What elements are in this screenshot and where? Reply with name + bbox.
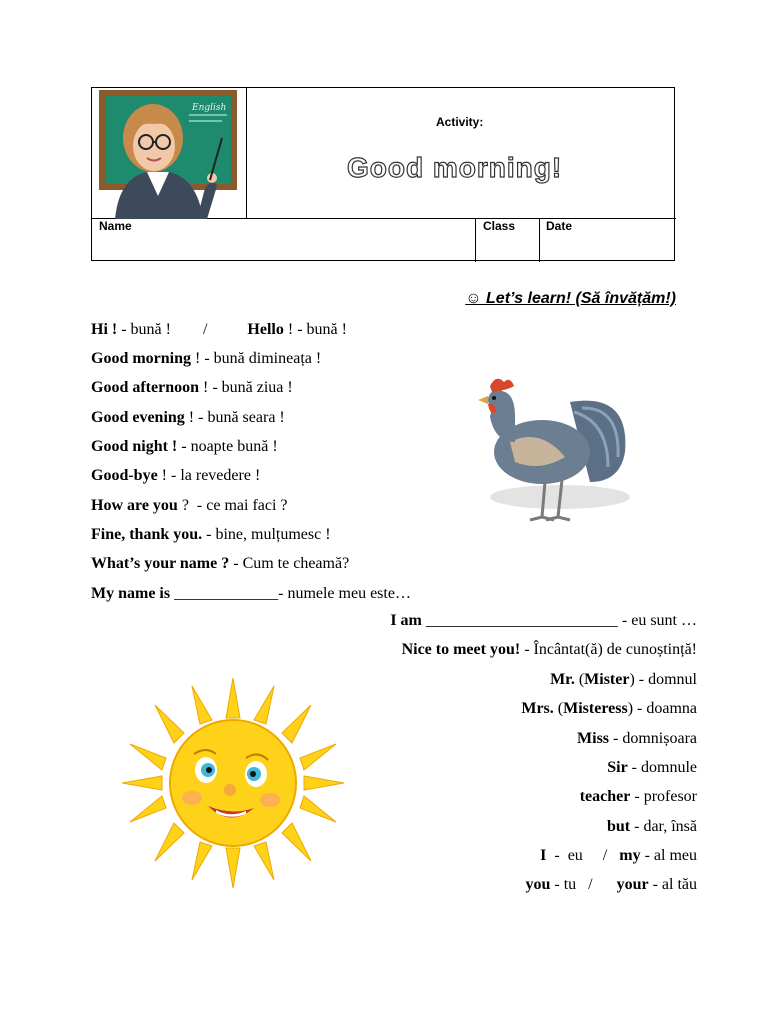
phrase-row: Mrs. (Misteress) - doamna (521, 700, 697, 717)
phrase-row: Nice to meet you! - Încântat(ă) de cunoștință! (401, 641, 697, 658)
phrase-row: I - eu / my - al meu (540, 847, 697, 864)
phrase-row: Fine, thank you. - bine, mulțumesc ! (91, 526, 331, 543)
phrase-row: What’s your name ? - Cum te cheamă? (91, 555, 350, 572)
name-field-label: Name (99, 219, 132, 233)
sun-illustration (122, 678, 344, 888)
date-field-label: Date (546, 219, 573, 233)
phrase-row: Good evening ! - bună seara ! (91, 409, 285, 426)
phrase-row: Good night ! - noapte bună ! (91, 438, 278, 455)
phrase-row: I am ________________________ - eu sunt … (390, 612, 697, 629)
section-title: ☺ Let’s learn! (Să învățăm!) (465, 290, 676, 307)
board-english-text: English (192, 103, 227, 113)
phrase-row: Good-bye ! - la revedere ! (91, 467, 261, 484)
class-field-label: Class (483, 219, 516, 233)
phrase-row: Good morning ! - bună dimineața ! (91, 350, 322, 367)
phrase-row: Miss - domnișoara (577, 730, 697, 747)
phrase-row: Good afternoon ! - bună ziua ! (91, 379, 293, 396)
phrase-row: How are you ? - ce mai faci ? (91, 497, 288, 514)
phrase-row: Sir - domnule (607, 759, 697, 776)
phrase-row: teacher - profesor (579, 788, 697, 805)
page-title: Good morning! (347, 152, 563, 183)
teacher-illustration (97, 88, 239, 219)
phrase-row: you - tu / your - al tău (525, 876, 697, 893)
phrase-row: My name is _____________- numele meu este… (91, 585, 411, 602)
phrase-row: but - dar, însă (606, 818, 697, 835)
phrase-row: Mr. (Mister) - domnul (550, 671, 697, 688)
activity-header-box (91, 87, 675, 261)
phrase-row: Hi ! - bună ! / Hello ! - bună ! (91, 321, 347, 338)
rooster-illustration (470, 372, 635, 537)
activity-label: Activity: (436, 115, 484, 129)
